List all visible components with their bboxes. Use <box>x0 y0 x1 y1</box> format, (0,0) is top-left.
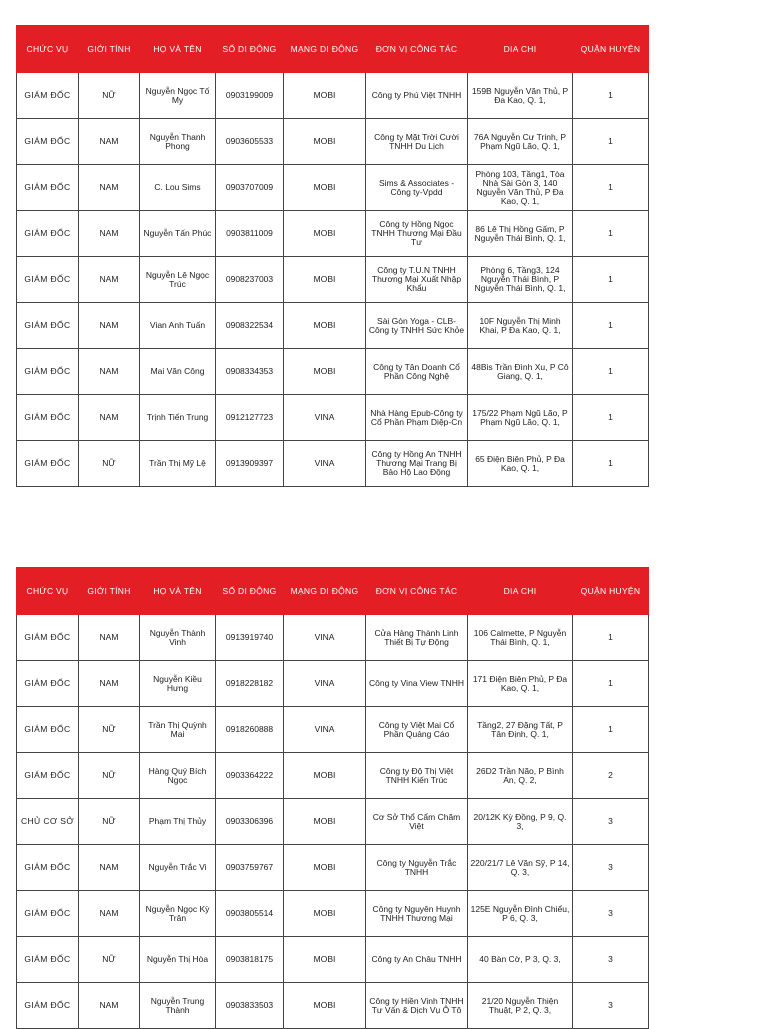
position-header: CHỨC VỤ <box>17 568 79 615</box>
address-cell: Phòng 6, Tầng3, 124 Nguyễn Thái Bình, P Nguyễn Thái Bình, Q. 1, <box>468 257 573 303</box>
carrier-cell: MOBI <box>284 799 366 845</box>
table-row <box>17 211 649 257</box>
name-cell: Nguyễn Thành Vinh <box>140 615 216 661</box>
gender-header: GIỚI TÍNH <box>79 26 140 73</box>
district-cell: 3 <box>573 983 649 1029</box>
company-cell: Công ty Phú Việt TNHH <box>366 73 468 119</box>
district-cell: 3 <box>573 845 649 891</box>
table-row <box>17 845 649 891</box>
district-cell: 3 <box>573 891 649 937</box>
address-cell: 86 Lê Thị Hồng Gấm, P Nguyễn Thái Bình, Q. 1, <box>468 211 573 257</box>
carrier-cell: VINA <box>284 441 366 487</box>
carrier-cell: MOBI <box>284 119 366 165</box>
company-cell: Công ty Việt Mai Cổ Phần Quảng Cáo <box>366 707 468 753</box>
name-cell: Phạm Thị Thủy <box>140 799 216 845</box>
address-cell: 40 Bàn Cờ, P 3, Q. 3, <box>468 937 573 983</box>
gender-cell: NAM <box>79 891 140 937</box>
district-cell: 1 <box>573 395 649 441</box>
company-cell: Công ty An Châu TNHH <box>366 937 468 983</box>
position-cell: GIÁM ĐỐC <box>17 983 79 1029</box>
address-cell: Phòng 103, Tầng1, Tòa Nhà Sài Gòn 3, 140 Nguyễn Văn Thủ, P Đa Kao, Q. 1, <box>468 165 573 211</box>
district-cell: 1 <box>573 661 649 707</box>
carrier-cell: VINA <box>284 661 366 707</box>
district-cell: 3 <box>573 937 649 983</box>
district-cell: 1 <box>573 119 649 165</box>
phone-cell: 0903833503 <box>216 983 284 1029</box>
address-cell: 20/12K Kỳ Đồng, P 9, Q. 3, <box>468 799 573 845</box>
carrier-cell: VINA <box>284 615 366 661</box>
phone-cell: 0903364222 <box>216 753 284 799</box>
name-cell: Nguyễn Lê Ngọc Trúc <box>140 257 216 303</box>
name-cell: Mai Văn Công <box>140 349 216 395</box>
position-cell: GIÁM ĐỐC <box>17 615 79 661</box>
phone-cell: 0903199009 <box>216 73 284 119</box>
table-row <box>17 799 649 845</box>
carrier-cell: MOBI <box>284 73 366 119</box>
name-cell: Vian Anh Tuấn <box>140 303 216 349</box>
table-row <box>17 707 649 753</box>
address-cell: 65 Điện Biên Phủ, P Đa Kao, Q. 1, <box>468 441 573 487</box>
position-cell: GIÁM ĐỐC <box>17 119 79 165</box>
name-cell: Trần Thị Mỹ Lệ <box>140 441 216 487</box>
carrier-cell: MOBI <box>284 165 366 211</box>
phone-cell: 0903811009 <box>216 211 284 257</box>
district-cell: 1 <box>573 303 649 349</box>
name-cell: Nguyễn Tấn Phúc <box>140 211 216 257</box>
gender-cell: NAM <box>79 349 140 395</box>
phone-cell: 0903818175 <box>216 937 284 983</box>
company-cell: Công ty Nguyễn Trắc TNHH <box>366 845 468 891</box>
address-cell: 106 Calmette, P Nguyễn Thái Bình, Q. 1, <box>468 615 573 661</box>
company-cell: Công ty Mặt Trời Cười TNHH Du Lịch <box>366 119 468 165</box>
company-cell: Công ty T.U.N TNHH Thương Mại Xuất Nhập Khẩu <box>366 257 468 303</box>
name-cell: Hàng Quý Bích Ngọc <box>140 753 216 799</box>
gender-cell: NAM <box>79 395 140 441</box>
district-cell: 2 <box>573 753 649 799</box>
phone-cell: 0918228182 <box>216 661 284 707</box>
carrier-header: MẠNG DI ĐỘNG <box>284 26 366 73</box>
company-cell: Nhà Hàng Epub-Công ty Cổ Phần Phạm Diệp-Cn <box>366 395 468 441</box>
phone-cell: 0918260888 <box>216 707 284 753</box>
company-cell: Công ty Hiền Vinh TNHH Tư Vấn & Dịch Vụ Ô Tô <box>366 983 468 1029</box>
table-row <box>17 615 649 661</box>
name-cell: C. Lou Sims <box>140 165 216 211</box>
name-cell: Trần Thị Quỳnh Mai <box>140 707 216 753</box>
gender-cell: NAM <box>79 165 140 211</box>
address-cell: 220/21/7 Lê Văn Sỹ, P 14, Q. 3, <box>468 845 573 891</box>
gender-header: GIỚI TÍNH <box>79 568 140 615</box>
carrier-cell: MOBI <box>284 937 366 983</box>
address-header: DIA CHI <box>468 568 573 615</box>
carrier-cell: MOBI <box>284 257 366 303</box>
company-cell: Công ty Hồng Ngọc TNHH Thương Mại Đầu Tư <box>366 211 468 257</box>
carrier-header: MẠNG DI ĐỘNG <box>284 568 366 615</box>
phone-cell: 0908237003 <box>216 257 284 303</box>
position-cell: GIÁM ĐỐC <box>17 661 79 707</box>
table-row <box>17 165 649 211</box>
position-cell: GIÁM ĐỐC <box>17 165 79 211</box>
company-cell: Cửa Hàng Thành Linh Thiết Bị Tự Động <box>366 615 468 661</box>
company-cell: Công ty Tân Doanh Cổ Phần Công Nghệ <box>366 349 468 395</box>
company-cell: Sài Gòn Yoga - CLB-Công ty TNHH Sức Khỏe <box>366 303 468 349</box>
position-cell: CHỦ CƠ SỞ <box>17 799 79 845</box>
gender-cell: NỮ <box>79 441 140 487</box>
district-header: QUẬN HUYỆN <box>573 26 649 73</box>
carrier-cell: VINA <box>284 395 366 441</box>
position-cell: GIÁM ĐỐC <box>17 303 79 349</box>
company-cell: Công ty Hồng An TNHH Thương Mại Trang Bị Bảo Hộ Lao Động <box>366 441 468 487</box>
gender-cell: NAM <box>79 211 140 257</box>
table-row <box>17 441 649 487</box>
company-cell: Công ty Vina View TNHH <box>366 661 468 707</box>
address-cell: 48Bis Trần Đình Xu, P Cô Giang, Q. 1, <box>468 349 573 395</box>
district-cell: 1 <box>573 349 649 395</box>
phone-cell: 0903605533 <box>216 119 284 165</box>
name-cell: Trịnh Tiến Trung <box>140 395 216 441</box>
address-cell: 76A Nguyễn Cư Trinh, P Phạm Ngũ Lão, Q. 1, <box>468 119 573 165</box>
phone-cell: 0913919740 <box>216 615 284 661</box>
table-row <box>17 891 649 937</box>
gender-cell: NỮ <box>79 799 140 845</box>
address-cell: 175/22 Phạm Ngũ Lão, P Phạm Ngũ Lão, Q. 1, <box>468 395 573 441</box>
table-row <box>17 119 649 165</box>
gender-cell: NỮ <box>79 707 140 753</box>
company-header: ĐƠN VỊ CÔNG TÁC <box>366 26 468 73</box>
phone-cell: 0912127723 <box>216 395 284 441</box>
phone-header: SỐ DI ĐỘNG <box>216 26 284 73</box>
gender-cell: NAM <box>79 983 140 1029</box>
table-row <box>17 257 649 303</box>
phone-cell: 0903805514 <box>216 891 284 937</box>
phone-header: SỐ DI ĐỘNG <box>216 568 284 615</box>
position-cell: GIÁM ĐỐC <box>17 211 79 257</box>
position-cell: GIÁM ĐỐC <box>17 937 79 983</box>
name-cell: Nguyễn Thị Hòa <box>140 937 216 983</box>
contact-table-2 <box>16 567 649 1029</box>
name-cell: Nguyễn Trung Thành <box>140 983 216 1029</box>
district-cell: 1 <box>573 257 649 303</box>
company-cell: Công ty Độ Thị Việt TNHH Kiến Trúc <box>366 753 468 799</box>
table-row <box>17 349 649 395</box>
gender-cell: NAM <box>79 119 140 165</box>
position-cell: GIÁM ĐỐC <box>17 707 79 753</box>
gender-cell: NỮ <box>79 73 140 119</box>
position-cell: GIÁM ĐỐC <box>17 891 79 937</box>
district-cell: 1 <box>573 73 649 119</box>
address-cell: Tầng2, 27 Đặng Tất, P Tân Định, Q. 1, <box>468 707 573 753</box>
position-cell: GIÁM ĐỐC <box>17 845 79 891</box>
district-cell: 1 <box>573 615 649 661</box>
name-header: HỌ VÀ TÊN <box>140 26 216 73</box>
gender-cell: NỮ <box>79 937 140 983</box>
address-cell: 171 Điện Biên Phủ, P Đa Kao, Q. 1, <box>468 661 573 707</box>
table-row <box>17 753 649 799</box>
gender-cell: NAM <box>79 615 140 661</box>
gender-cell: NAM <box>79 661 140 707</box>
phone-cell: 0908334353 <box>216 349 284 395</box>
carrier-cell: MOBI <box>284 211 366 257</box>
address-cell: 21/20 Nguyễn Thiện Thuật, P 2, Q. 3, <box>468 983 573 1029</box>
address-cell: 159B Nguyễn Văn Thủ, P Đa Kao, Q. 1, <box>468 73 573 119</box>
address-cell: 125E Nguyễn Đình Chiểu, P 6, Q. 3, <box>468 891 573 937</box>
district-cell: 1 <box>573 441 649 487</box>
gender-cell: NAM <box>79 303 140 349</box>
carrier-cell: VINA <box>284 707 366 753</box>
company-cell: Cơ Sở Thổ Cẩm Chăm Việt <box>366 799 468 845</box>
company-cell: Công ty Nguyên Huynh TNHH Thương Mại <box>366 891 468 937</box>
phone-cell: 0908322534 <box>216 303 284 349</box>
address-header: DIA CHI <box>468 26 573 73</box>
carrier-cell: MOBI <box>284 753 366 799</box>
header-row <box>17 568 649 615</box>
carrier-cell: MOBI <box>284 983 366 1029</box>
company-cell: Sims & Associates - Công ty-Vpdd <box>366 165 468 211</box>
address-cell: 10F Nguyễn Thị Minh Khai, P Đa Kao, Q. 1, <box>468 303 573 349</box>
gender-cell: NAM <box>79 845 140 891</box>
address-cell: 26D2 Trần Não, P Bình An, Q. 2, <box>468 753 573 799</box>
carrier-cell: MOBI <box>284 349 366 395</box>
name-cell: Nguyễn Ngọc Tố My <box>140 73 216 119</box>
table-row <box>17 983 649 1029</box>
district-header: QUẬN HUYỆN <box>573 568 649 615</box>
phone-cell: 0903759767 <box>216 845 284 891</box>
name-cell: Nguyễn Trắc Vi <box>140 845 216 891</box>
name-cell: Nguyễn Thanh Phong <box>140 119 216 165</box>
phone-cell: 0903707009 <box>216 165 284 211</box>
position-cell: GIÁM ĐỐC <box>17 349 79 395</box>
carrier-cell: MOBI <box>284 303 366 349</box>
district-cell: 1 <box>573 707 649 753</box>
district-cell: 1 <box>573 211 649 257</box>
position-cell: GIÁM ĐỐC <box>17 257 79 303</box>
name-cell: Nguyễn Kiều Hưng <box>140 661 216 707</box>
position-cell: GIÁM ĐỐC <box>17 73 79 119</box>
position-cell: GIÁM ĐỐC <box>17 753 79 799</box>
district-cell: 3 <box>573 799 649 845</box>
table-row <box>17 303 649 349</box>
phone-cell: 0903306396 <box>216 799 284 845</box>
carrier-cell: MOBI <box>284 845 366 891</box>
district-cell: 1 <box>573 165 649 211</box>
table-row <box>17 661 649 707</box>
carrier-cell: MOBI <box>284 891 366 937</box>
table-row <box>17 937 649 983</box>
position-header: CHỨC VỤ <box>17 26 79 73</box>
gender-cell: NAM <box>79 257 140 303</box>
contact-table-1 <box>16 25 649 487</box>
header-row <box>17 26 649 73</box>
name-header: HỌ VÀ TÊN <box>140 568 216 615</box>
gender-cell: NỮ <box>79 753 140 799</box>
company-header: ĐƠN VỊ CÔNG TÁC <box>366 568 468 615</box>
table-row <box>17 73 649 119</box>
table-row <box>17 395 649 441</box>
position-cell: GIÁM ĐỐC <box>17 395 79 441</box>
name-cell: Nguyễn Ngọc Kỳ Trân <box>140 891 216 937</box>
position-cell: GIÁM ĐỐC <box>17 441 79 487</box>
phone-cell: 0913909397 <box>216 441 284 487</box>
